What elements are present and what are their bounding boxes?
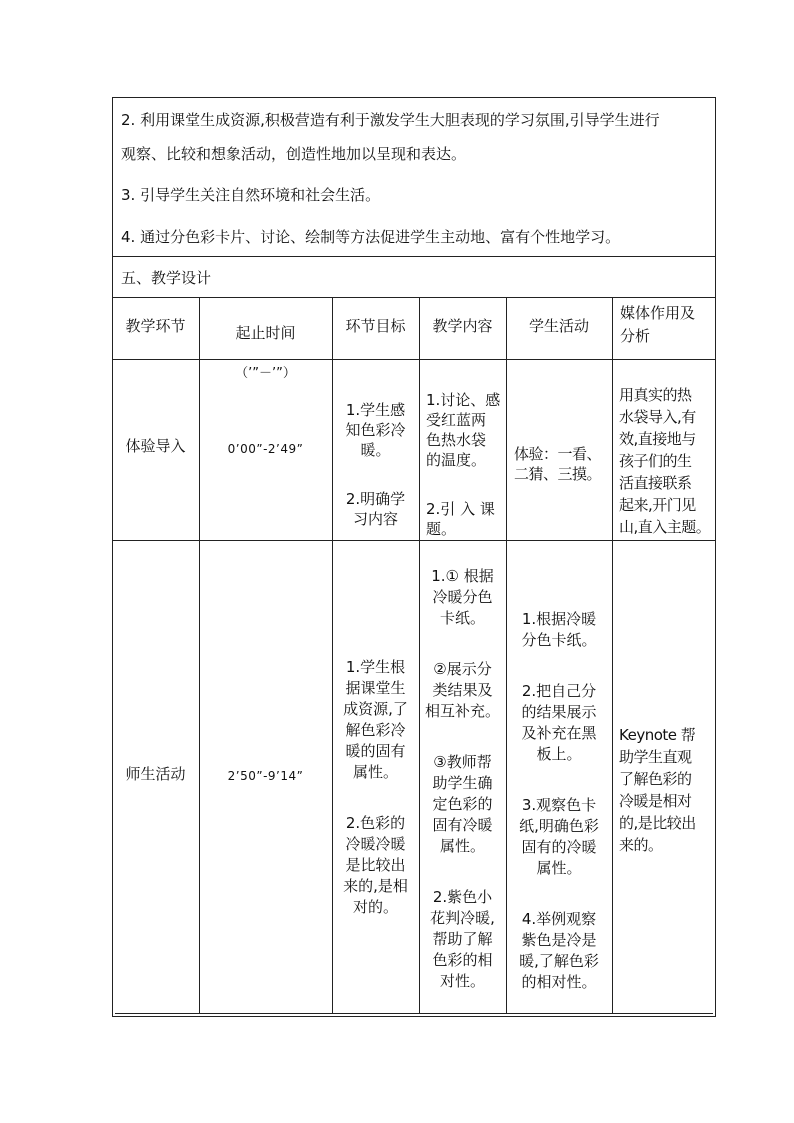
section-title: 五、教学设计 xyxy=(121,269,212,287)
header-time-label: 起止时间 xyxy=(235,324,296,342)
row-1-goal-2: 2.明确学 习内容 xyxy=(345,490,406,528)
header-activity: 学生活动 xyxy=(528,317,589,335)
header-content: 教学内容 xyxy=(432,317,493,335)
row-2-stage: 师生活动 xyxy=(125,765,186,783)
row-2-content-1: 1.① 根据 冷暖分色 卡纸。 xyxy=(431,567,494,627)
row-2-media-1: Keynote 帮 助学生直观 了解色彩的 冷暖是相对 的,是比较出 来的。 xyxy=(619,726,696,854)
objective-item-3: 3. 引导学生关注自然环境和社会生活。 xyxy=(121,186,381,204)
header-time-format: （’”－’”） xyxy=(235,366,296,381)
row-2-content-2: ②展示分 类结果及 相互补充。 xyxy=(424,660,500,720)
row-1-goal-1: 1.学生感 知色彩冷 暖。 xyxy=(345,401,406,459)
row-2-activity-4: 4.举例观察 紫色是冷是 暖,了解色彩 的相对性。 xyxy=(519,910,599,991)
row-1-content xyxy=(426,370,506,559)
row-2-activity-3: 3.观察色卡 纸,明确色彩 固有的冷暖 属性。 xyxy=(519,796,599,877)
row-1-content-1: 1.讨论、感 受红蓝两 色热水袋 的温度。 xyxy=(426,391,501,469)
objective-item-4: 4. 通过分色彩卡片、讨论、绘制等方法促进学生主动地、富有个性地学习。 xyxy=(121,228,621,246)
row-1-media-1: 用真实的热 水袋导入,有 效,直接地与 孩子们的生 活直接联系 起来,开门见 山,直入主题。 xyxy=(619,386,711,536)
row-2-media xyxy=(619,702,716,878)
row-2-content-3: ③教师帮 助学生确 定色彩的 固有冷暖 属性。 xyxy=(432,753,493,855)
header-media: 媒体作用及 分析 xyxy=(620,304,696,345)
row-2-activity-2: 2.把自己分 的结果展示 及补充在黑 板上。 xyxy=(521,682,597,763)
header-time xyxy=(199,303,332,404)
row-2-time: 2’50”-9’14” xyxy=(227,769,304,783)
row-1-content-2: 2.引 入 课 题。 xyxy=(426,500,495,538)
row-2-goal-2: 2.色彩的 冷暖冷暖 是比较出 来的,是相 对的。 xyxy=(343,814,408,916)
row-1-stage: 体验导入 xyxy=(125,437,186,455)
row-1-goal xyxy=(332,380,419,549)
column-divider xyxy=(199,297,200,1014)
row-2-goal-1: 1.学生根 据课堂生 成资源,了 解色彩冷 暖的固有 属性。 xyxy=(343,658,408,781)
row-2-activity xyxy=(506,588,612,1014)
row-1-activity-1: 体验：一看、 二猜、三摸。 xyxy=(514,445,602,483)
row-2-content-4: 2.紫色小 花判冷暖, 帮助了解 色彩的相 对性。 xyxy=(430,888,495,990)
header-goal: 环节目标 xyxy=(345,317,406,335)
header-stage: 教学环节 xyxy=(125,317,186,335)
row-1-activity xyxy=(514,424,612,504)
row-1-time: 0’00”-2’49” xyxy=(227,442,304,456)
column-divider xyxy=(612,297,613,1014)
objective-item-2-line-1: 2. 利用课堂生成资源,积极营造有利于激发学生大胆表现的学习氛围,引导学生进行 xyxy=(121,111,660,129)
objective-item-2-line-2: 观察、比较和想象活动，创造性地加以呈现和表达。 xyxy=(121,145,467,163)
row-1-media xyxy=(619,362,716,560)
divider xyxy=(112,256,716,257)
row-2-goal xyxy=(332,636,419,939)
row-2-activity-1: 1.根据冷暖 分色卡纸。 xyxy=(521,610,597,649)
row-2-content xyxy=(419,545,506,1013)
divider xyxy=(112,297,716,298)
